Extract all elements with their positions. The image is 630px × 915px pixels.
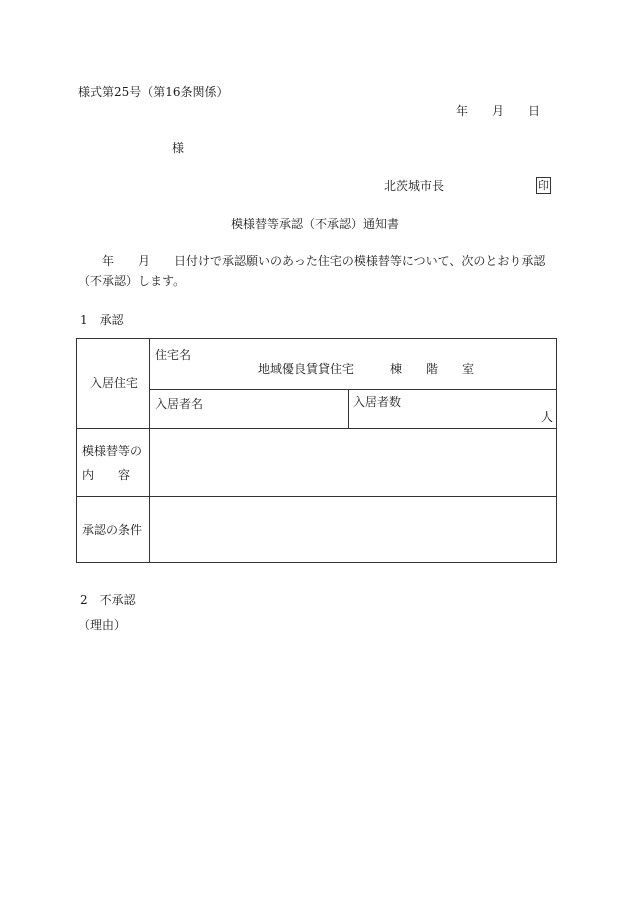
date-line: 年 月 日	[456, 104, 541, 118]
reason-label: （理由）	[78, 618, 127, 632]
residence-label: 入居住宅	[90, 376, 139, 390]
occupant-count-unit: 人	[541, 410, 554, 424]
modification-label-line-2: 内 容	[82, 468, 131, 482]
document-title: 模様替等承認（不承認）通知書	[231, 217, 400, 231]
housing-name-label: 住宅名	[155, 348, 192, 362]
section-approval-heading: 1 承認	[80, 313, 124, 327]
approval-conditions-label: 承認の条件	[82, 523, 143, 537]
modification-label-line-1: 模様替等の	[82, 444, 143, 458]
body-text-line-1: 年 月 日付けで承認願いのあった住宅の模様替等について、次のとおり承認	[78, 254, 546, 268]
approval-table	[76, 338, 557, 563]
seal-mark: 印	[538, 179, 549, 192]
form-number: 様式第25号（第16条関係）	[78, 85, 229, 99]
body-text-line-2: （不承認）します。	[78, 274, 186, 288]
addressee-honorific: 様	[172, 141, 185, 155]
occupant-name-label: 入居者名	[155, 397, 204, 411]
section-disapproval-heading: 2 不承認	[80, 593, 136, 607]
housing-name-value: 地域優良賃貸住宅 棟 階 室	[258, 362, 475, 376]
sender-name: 北茨城市長	[384, 179, 445, 193]
occupant-count-label: 入居者数	[353, 395, 402, 409]
